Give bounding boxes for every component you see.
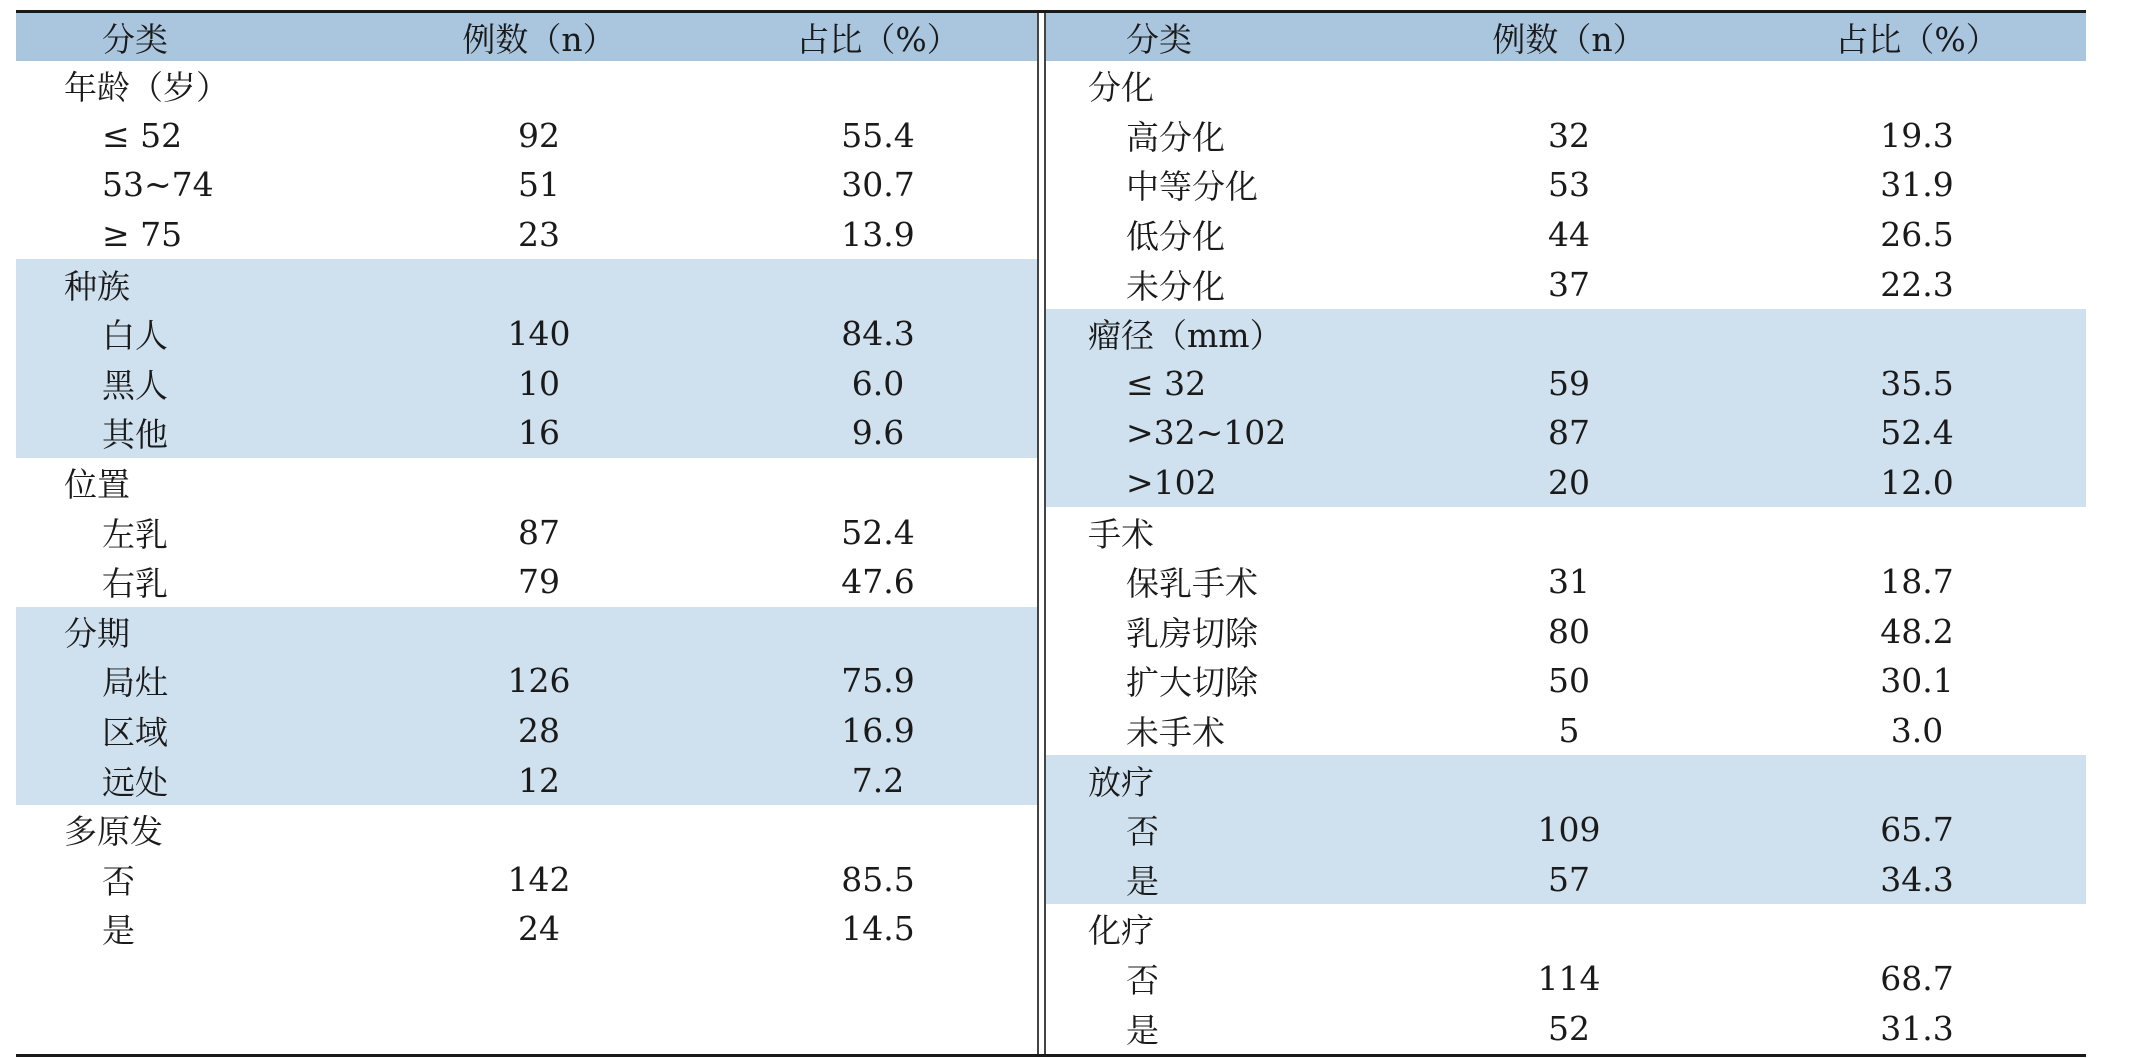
row-label: 中等分化 [1126, 167, 1258, 207]
row-count: 51 [518, 165, 560, 205]
row-label: >32~102 [1126, 413, 1287, 453]
row-label: ≥ 75 [102, 215, 183, 255]
row-percent: 47.6 [841, 562, 915, 602]
row-count: 32 [1548, 115, 1590, 155]
table-group-row [1046, 507, 2086, 557]
row-percent: 19.3 [1880, 115, 1954, 155]
row-count: 57 [1548, 859, 1590, 899]
table-row [16, 557, 1037, 607]
row-count: 126 [507, 661, 571, 701]
row-label: 未手术 [1126, 713, 1225, 753]
right-header-count: 例数（n） [1492, 19, 1646, 59]
row-label: 保乳手术 [1126, 564, 1258, 604]
row-percent: 18.7 [1880, 562, 1954, 602]
group-label: 分期 [64, 613, 130, 653]
row-label: 区域 [102, 713, 168, 753]
row-count: 10 [518, 363, 560, 403]
row-percent: 52.4 [1880, 413, 1954, 453]
table-row [16, 359, 1037, 409]
table-group-row [16, 805, 1037, 855]
row-count: 79 [518, 562, 560, 602]
row-percent: 65.7 [1880, 810, 1954, 850]
row-percent: 12.0 [1880, 463, 1954, 503]
row-count: 114 [1537, 958, 1601, 998]
group-label: 多原发 [64, 812, 163, 852]
row-percent: 3.0 [1890, 711, 1944, 751]
group-label: 年龄（岁） [64, 68, 229, 108]
row-count: 59 [1548, 363, 1590, 403]
table-row [1046, 954, 2086, 1004]
row-label: 是 [1126, 861, 1159, 901]
row-percent: 68.7 [1880, 958, 1954, 998]
left-table-body [16, 61, 1037, 954]
row-label: 黑人 [102, 365, 168, 405]
row-label: >102 [1126, 463, 1217, 503]
row-label: 扩大切除 [1126, 663, 1258, 703]
row-count: 5 [1558, 711, 1580, 751]
row-count: 31 [1548, 562, 1590, 602]
table-row [1046, 1003, 2086, 1053]
row-count: 24 [518, 909, 560, 949]
row-count: 23 [518, 215, 560, 255]
row-label: 是 [1126, 1010, 1159, 1050]
table-group-row [16, 458, 1037, 508]
row-count: 20 [1548, 463, 1590, 503]
row-count: 80 [1548, 611, 1590, 651]
row-label: 白人 [102, 316, 168, 356]
table-row [16, 507, 1037, 557]
row-percent: 9.6 [851, 413, 905, 453]
table-row [1046, 359, 2086, 409]
row-percent: 16.9 [841, 711, 915, 751]
group-label: 手术 [1088, 514, 1154, 554]
table-row [1046, 111, 2086, 161]
row-label: 未分化 [1126, 266, 1225, 306]
row-label: 高分化 [1126, 117, 1225, 157]
table-row [16, 706, 1037, 756]
row-count: 87 [518, 512, 560, 552]
row-count: 140 [507, 314, 571, 354]
table-row [1046, 408, 2086, 458]
row-label: 其他 [102, 415, 168, 455]
table-row [1046, 805, 2086, 855]
data-table [16, 10, 2086, 1058]
row-percent: 48.2 [1880, 611, 1954, 651]
row-label: 局灶 [102, 663, 168, 703]
table-row [1046, 160, 2086, 210]
table-row [1046, 458, 2086, 508]
row-count: 50 [1548, 661, 1590, 701]
row-percent: 34.3 [1880, 859, 1954, 899]
right-header-percent: 占比（%） [1835, 19, 1999, 59]
table-group-row [16, 607, 1037, 657]
row-percent: 35.5 [1880, 363, 1954, 403]
row-percent: 31.9 [1880, 165, 1954, 205]
row-count: 87 [1548, 413, 1590, 453]
row-label: 53~74 [102, 165, 214, 205]
left-header-percent: 占比（%） [796, 19, 960, 59]
table-group-row [16, 61, 1037, 111]
row-label: 低分化 [1126, 217, 1225, 257]
row-count: 92 [518, 115, 560, 155]
row-label: 乳房切除 [1126, 613, 1258, 653]
row-label: ≤ 52 [102, 115, 183, 155]
table-row [16, 111, 1037, 161]
table-row [1046, 656, 2086, 706]
right-table-half [1046, 13, 2086, 1053]
row-percent: 22.3 [1880, 264, 1954, 304]
table-row [16, 210, 1037, 260]
left-header-count: 例数（n） [462, 19, 616, 59]
row-count: 142 [507, 859, 571, 899]
table-row [16, 855, 1037, 905]
left-table-half [16, 13, 1037, 954]
table-group-row [1046, 61, 2086, 111]
right-table-body [1046, 61, 2086, 1053]
row-count: 109 [1537, 810, 1601, 850]
table-row [1046, 607, 2086, 657]
row-percent: 13.9 [841, 215, 915, 255]
row-label: 否 [1126, 812, 1159, 852]
row-percent: 30.1 [1880, 661, 1954, 701]
table-row [1046, 210, 2086, 260]
right-header-row [1046, 13, 2086, 61]
row-percent: 31.3 [1880, 1008, 1954, 1048]
group-label: 化疗 [1088, 911, 1154, 951]
table-group-row [1046, 755, 2086, 805]
table-row [16, 904, 1037, 954]
row-percent: 84.3 [841, 314, 915, 354]
table-group-row [1046, 309, 2086, 359]
row-percent: 6.0 [851, 363, 905, 403]
row-percent: 52.4 [841, 512, 915, 552]
row-percent: 7.2 [851, 760, 905, 800]
row-label: 右乳 [102, 564, 168, 604]
row-count: 53 [1548, 165, 1590, 205]
row-label: 左乳 [102, 514, 168, 554]
group-label: 位置 [64, 465, 130, 505]
right-header-category: 分类 [1126, 19, 1192, 59]
table-row [1046, 557, 2086, 607]
table-row [1046, 855, 2086, 905]
table-group-row [1046, 904, 2086, 954]
table-row [16, 755, 1037, 805]
row-percent: 55.4 [841, 115, 915, 155]
row-count: 52 [1548, 1008, 1590, 1048]
group-label: 分化 [1088, 68, 1154, 108]
row-count: 16 [518, 413, 560, 453]
group-label: 瘤径（mm） [1088, 316, 1283, 356]
row-label: 否 [1126, 960, 1159, 1000]
left-header-row [16, 13, 1037, 61]
table-row [16, 656, 1037, 706]
row-percent: 26.5 [1880, 215, 1954, 255]
table-row [1046, 259, 2086, 309]
row-percent: 14.5 [841, 909, 915, 949]
group-label: 种族 [64, 266, 130, 306]
row-label: 远处 [102, 762, 168, 802]
row-count: 28 [518, 711, 560, 751]
left-header-category: 分类 [102, 19, 168, 59]
row-percent: 30.7 [841, 165, 915, 205]
row-percent: 75.9 [841, 661, 915, 701]
row-percent: 85.5 [841, 859, 915, 899]
group-label: 放疗 [1088, 762, 1154, 802]
row-label: 否 [102, 861, 135, 901]
column-divider [1037, 13, 1046, 1054]
row-count: 44 [1548, 215, 1590, 255]
row-count: 37 [1548, 264, 1590, 304]
row-label: 是 [102, 911, 135, 951]
row-label: ≤ 32 [1126, 363, 1207, 403]
table-row [16, 309, 1037, 359]
table-row [16, 160, 1037, 210]
table-group-row [16, 259, 1037, 309]
table-row [1046, 706, 2086, 756]
row-count: 12 [518, 760, 560, 800]
table-row [16, 408, 1037, 458]
